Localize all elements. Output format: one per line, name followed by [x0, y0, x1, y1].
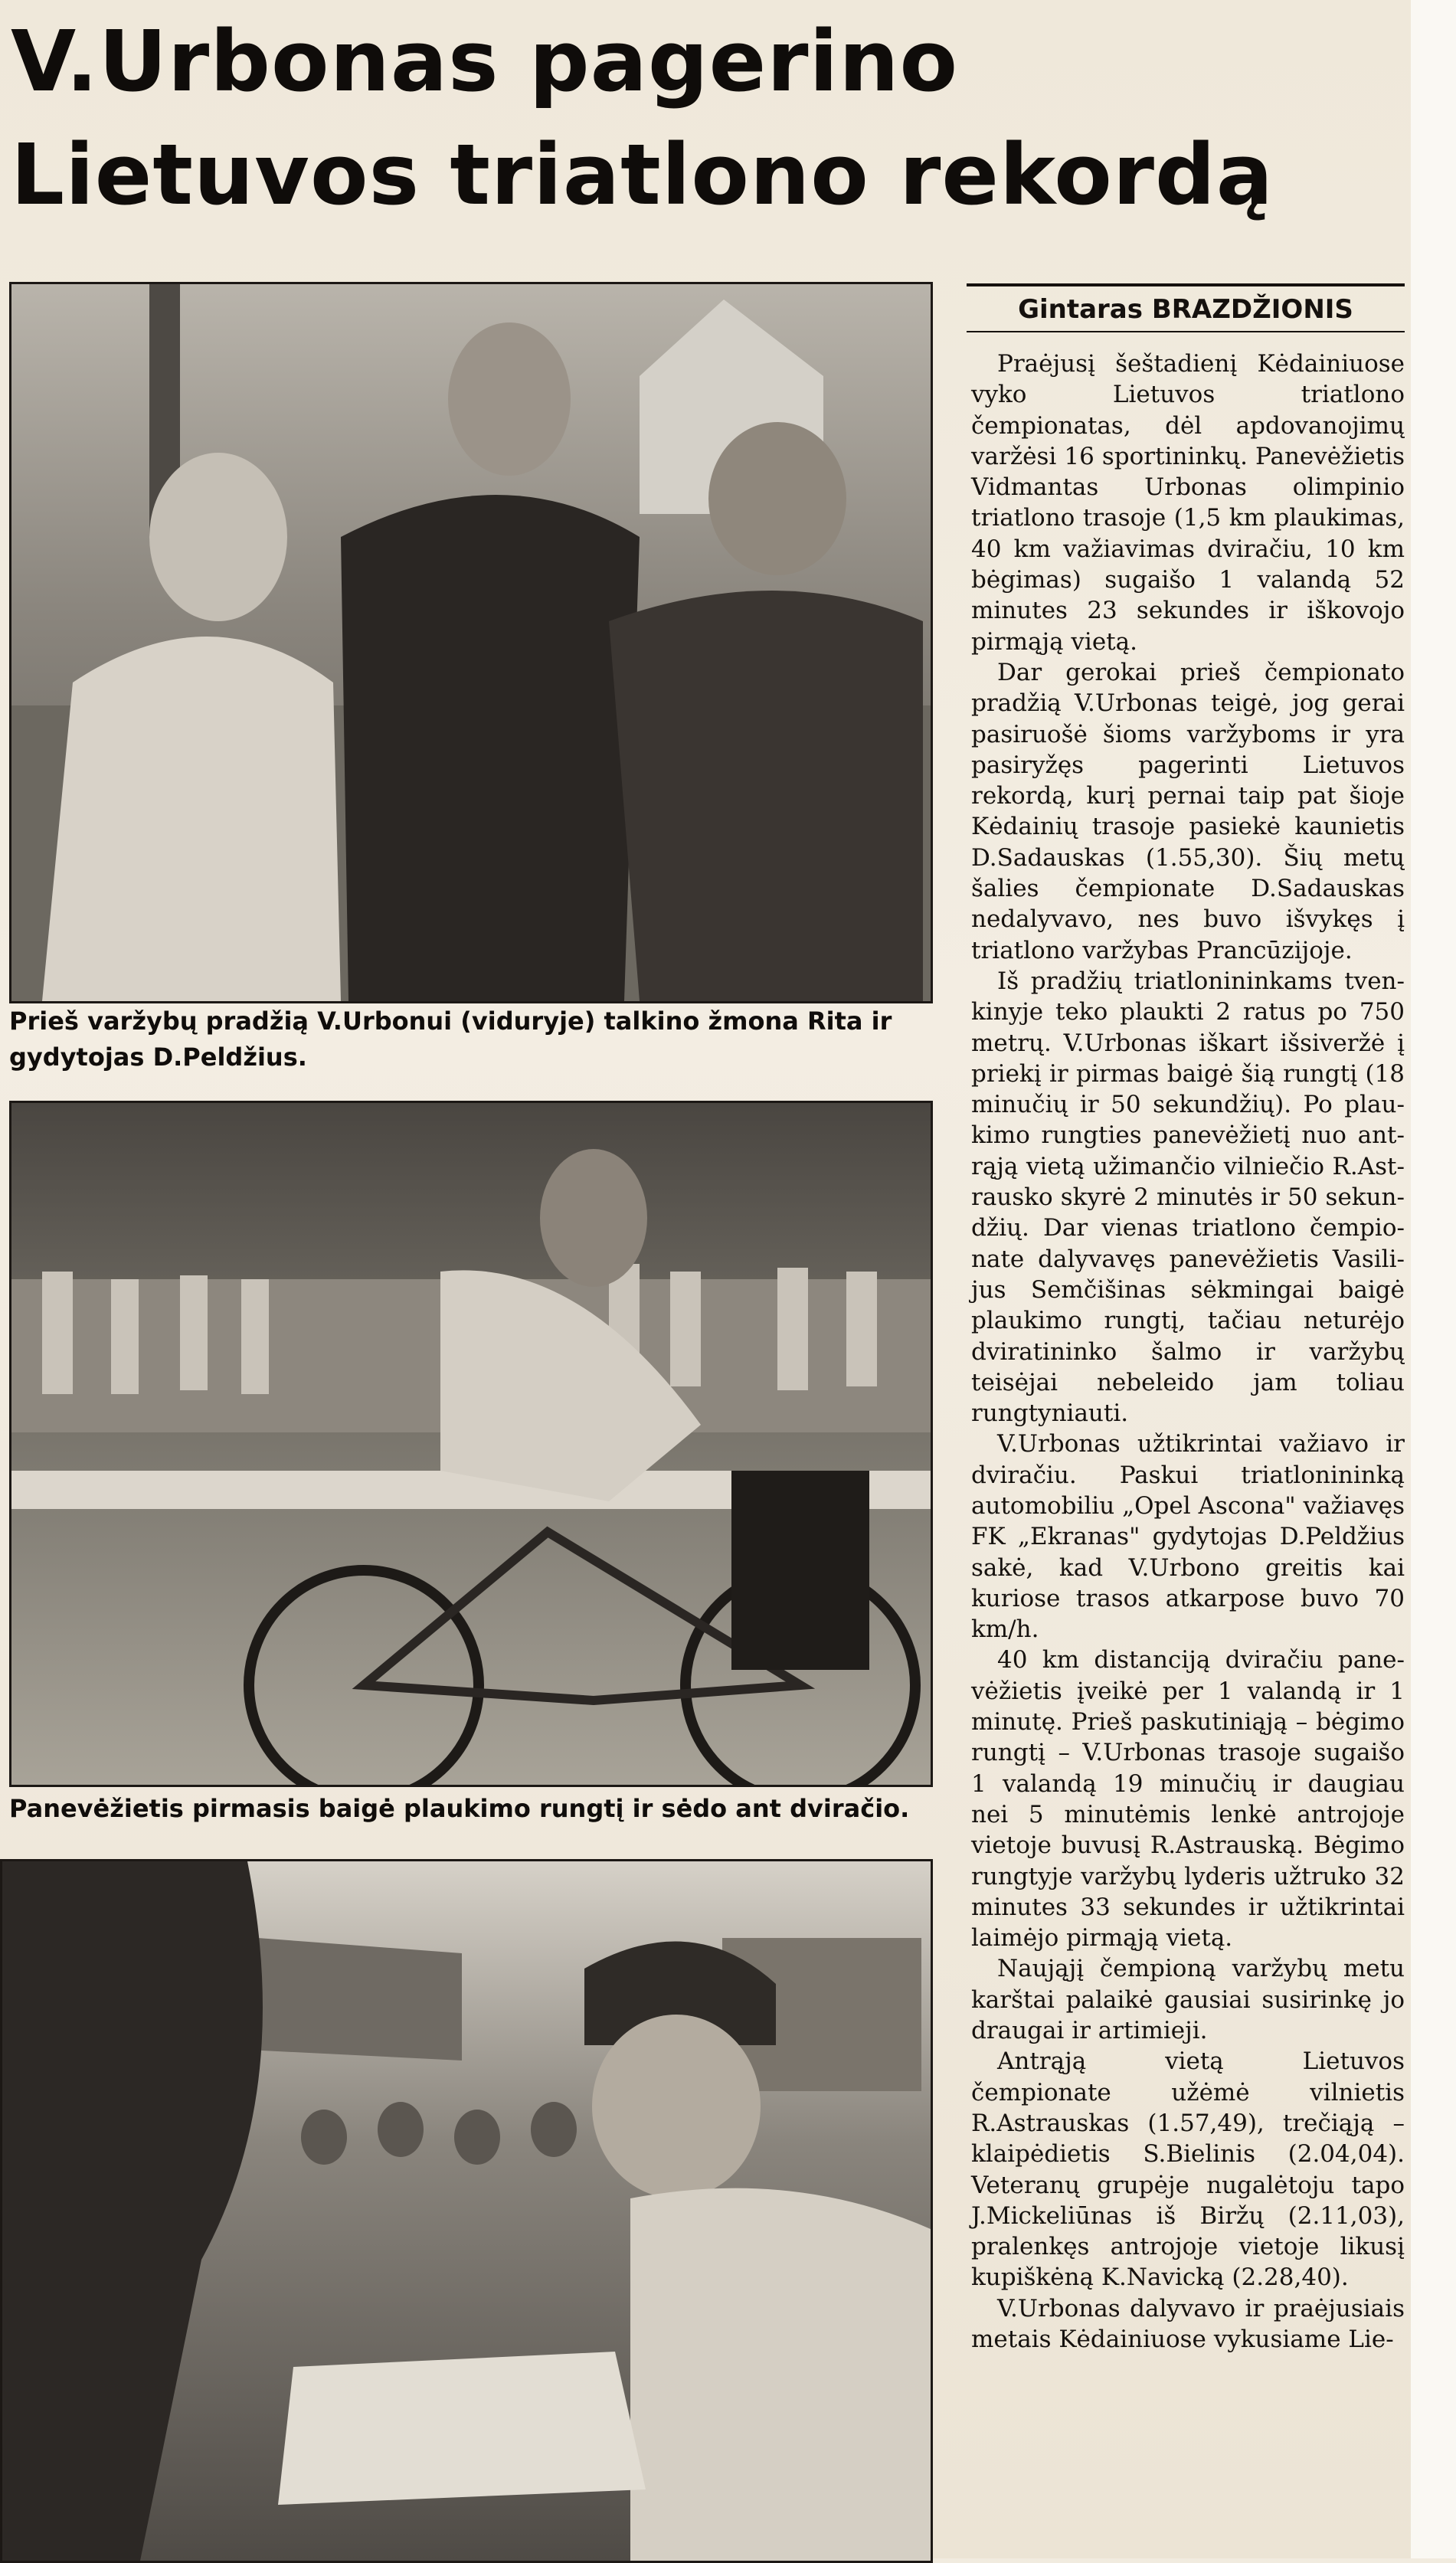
caption-photo-2: Panevėžietis pirmasis baigė plaukimo rungtį ir sėdo ant dviračio.	[9, 1794, 910, 1823]
article-paragraph: Naująjį čempioną varžybų metu karštai palaikė gausiai susirinkę jo draugai ir artimieji.	[971, 1955, 1405, 2045]
headline	[11, 5, 1405, 231]
article-paragraph: Iš pradžių triatlonininkams tvenkinyje teko plaukti 2 ratus po 750 metrų. V.Urbonas iškart išsiveržė į priekį ir pirmas baigė šią rungtį (18 minučių ir 50 sekundžių). Po plaukimo rungties panevėžietį nuo antrąją vietą užimančio vilniečio R.Astrausko skyrė 2 minutės ir 50 sekundžių. Dar vienas triatlono čempionate dalyvavęs panevėžietis Vasilijus Semčišinas sėkmingai baigė plaukimo rungtį, tačiau neturėjo dviratininko šalmo ir varžybų teisėjai nebeleido jam toliau rungtyniauti.	[971, 967, 1405, 1428]
article-paragraph: Praėjusį šeštadienį Kėdainiuose vyko Lietuvos triatlono čempionatas, dėl apdovanojimų varžėsi 16 sportininkų. Panevėžietis Vidmantas Urbonas olimpinio triatlono trasoje (1,5 km plaukimas, 40 km važiavimas dviračiu, 10 km bėgimas) sugaišo 1 valandą 52 minutes 23 sekundes ir iškovojo pirmąją vietą.	[971, 350, 1405, 656]
headline-line-1: V.Urbonas pagerino	[11, 12, 959, 110]
page-margin	[1411, 0, 1456, 2558]
article-paragraph: V.Urbonas užtikrintai važiavo ir dviračiu. Paskui triatlonininką automobiliu „Opel Ascona" važiavęs FK „Ekranas" gydytojas D.Peldžius sakė, kad V.Urbono greitis kai kuriose trasos atkarpose buvo 70 km/h.	[971, 1430, 1405, 1644]
headline-line-2: Lietuvos triatlono rekordą	[11, 126, 1274, 224]
photo-bicycle-rider-icon	[11, 1103, 931, 1785]
byline-rule-top	[967, 283, 1405, 286]
article-paragraph: 40 km distanciją dviračiu panevėžietis įveikė per 1 valandą ir 1 minutę. Prieš paskutiniąją – bėgimo rungtį – V.Urbonas trasoje sugaišo 1 valandą 19 minučių ir daugiau nei 5 minutėmis lenkė antrojoje vietoje buvusį R.Astrauską. Bėgimo rungtyje varžybų lyderis užtruko 32 minutes 33 sekundes ir užtikrintai laimėjo pirmąją vietą.	[971, 1646, 1405, 1953]
article-paragraph: Antrąją vietą Lietuvos čempionate užėmė vilnietis R.Astrauskas (1.57,49), trečiąją – klaipėdietis S.Bielinis (2.04,04). Veteranų grupėje nugalėtoju tapo J.Mickeliūnas iš Biržų (2.11,03), pralenkęs antrojoje vietoje likusį kupiškėną K.Navicką (2.28,40).	[971, 2047, 1405, 2292]
byline-rule-bottom	[967, 331, 1405, 332]
photo-award-ceremony	[9, 282, 933, 1003]
photo-crowd-table-icon	[2, 1861, 931, 2561]
article-body	[971, 349, 1405, 2355]
article-paragraph: Dar gerokai prieš čempionato pradžią V.Urbonas teigė, jog gerai pasiruošė šioms varžyboms ir yra pasiryžęs pagerinti Lietuvos rekordą, kurį pernai taip pat šioje Kėdainių trasoje pasiekė kaunietis D.Sadauskas (1.55,30). Šių metų šalies čempionate D.Sadauskas nedalyvavo, nes buvo išvykęs į triatlono varžybas Prancūzijoje.	[971, 658, 1405, 964]
caption-photo-1: Prieš varžybų pradžią V.Urbonui (viduryje) talkino žmona Rita ir gydytojas D.Peldžius.	[9, 1007, 892, 1072]
photo-cyclist-transition	[9, 1101, 933, 1787]
photo-winner-crowd	[0, 1859, 933, 2563]
byline-author: Gintaras BRAZDŽIONIS	[1018, 294, 1353, 325]
article-paragraph: V.Urbonas dalyvavo ir praėjusiais metais Kėdainiuose vykusiame Lie-	[971, 2294, 1405, 2353]
photo-people-handshake-icon	[11, 284, 931, 1001]
